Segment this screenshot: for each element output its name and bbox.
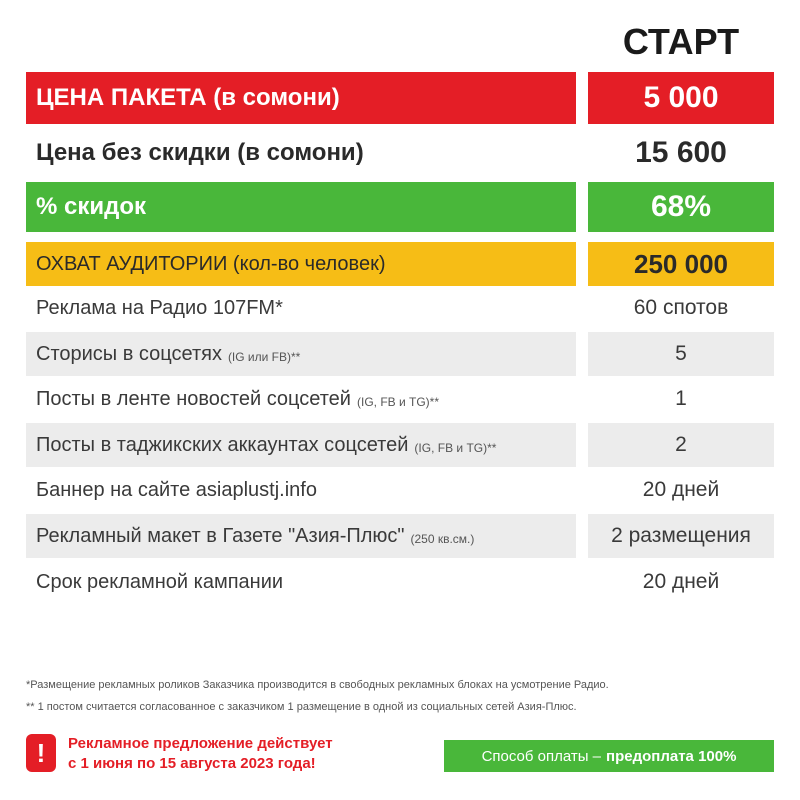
row-label: Сторисы в соцсетях (IG или FB)** — [26, 332, 576, 376]
payment-terms: предоплата 100% — [606, 747, 737, 765]
row-value: 1 — [675, 387, 687, 410]
offer-validity-text — [68, 734, 398, 774]
row-website-banner — [26, 469, 774, 511]
row-label: ОХВАТ АУДИТОРИИ (кол-во человек) — [26, 242, 576, 286]
row-value: 20 дней — [642, 570, 720, 593]
row-price-without-discount — [26, 128, 774, 178]
row-audience-reach — [26, 242, 774, 286]
row-value: 20 дней — [642, 478, 720, 501]
offer-line-2: с 1 июня по 15 августа 2023 года! — [68, 755, 316, 772]
row-label: Реклама на Радио 107FM* — [36, 296, 283, 319]
row-value: 250 000 — [588, 242, 774, 286]
row-package-price — [26, 72, 774, 124]
row-value: 15 600 — [635, 136, 727, 169]
row-label: ЦЕНА ПАКЕТА (в сомони) — [26, 72, 576, 124]
payment-method-badge — [444, 740, 774, 772]
row-value: 60 спотов — [633, 296, 729, 319]
footnote-social-posts: ** 1 постом считается согласованное с заказчиком 1 размещение в одной из социальных сетей Азия-Плюс. — [26, 701, 577, 713]
row-label: Посты в таджикских аккаунтах соцсетей (IG, FB и TG)** — [26, 423, 576, 467]
row-value: 5 000 — [588, 72, 774, 124]
row-value: 5 — [588, 332, 774, 376]
row-newspaper-layout — [26, 514, 774, 558]
row-stories — [26, 332, 774, 376]
footnote-radio: *Размещение рекламных роликов Заказчика производится в свободных рекламных блоках на усмотрение Радио. — [26, 679, 609, 691]
row-note: (IG, FB и TG)** — [356, 395, 440, 409]
exclamation-icon: ! — [26, 734, 56, 772]
offer-line-1: Рекламное предложение действует — [68, 735, 333, 752]
row-label: Цена без скидки (в сомони) — [36, 139, 364, 166]
row-label: Баннер на сайте asiaplustj.info — [36, 478, 317, 501]
row-discount — [26, 182, 774, 232]
row-news-feed-posts — [26, 378, 774, 420]
row-value: 2 — [588, 423, 774, 467]
row-label: % скидок — [26, 182, 576, 232]
row-note: (IG или FB)** — [227, 350, 301, 364]
row-note: (250 кв.см.) — [410, 532, 475, 546]
row-radio-ads — [26, 287, 774, 329]
row-value: 68% — [588, 182, 774, 232]
payment-prefix: Способ оплаты – — [481, 747, 602, 765]
row-label: Посты в ленте новостей соцсетей (IG, FB и TG)** — [36, 387, 440, 410]
plan-title: СТАРТ — [622, 21, 740, 62]
row-value: 2 размещения — [588, 514, 774, 558]
row-campaign-duration — [26, 561, 774, 603]
row-note: (IG, FB и TG)** — [414, 441, 497, 455]
row-tajik-account-posts — [26, 423, 774, 467]
row-label: Рекламный макет в Газете "Азия-Плюс" (250 кв.см.) — [26, 514, 576, 558]
row-label: Срок рекламной кампании — [36, 570, 284, 593]
